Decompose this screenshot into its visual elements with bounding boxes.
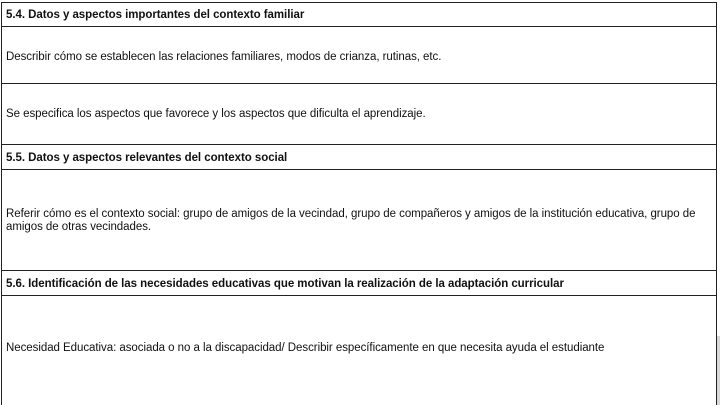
social-context-row — [2, 170, 716, 271]
context-table — [1, 2, 717, 405]
row-text: Referir cómo es el contexto social: grupo de amigos de la vecindad, grupo de compañeros y amigos de la institución educativa, grupo de amigos de otras vecindades. — [6, 208, 696, 233]
learning-aspects-row — [2, 84, 716, 145]
educational-need-row — [2, 296, 716, 405]
row-text: Describir cómo se establecen las relaciones familiares, modos de crianza, rutinas, etc. — [6, 51, 442, 63]
section-heading-text: 5.5. Datos y aspectos relevantes del contexto social — [6, 152, 288, 164]
family-relations-row — [2, 27, 716, 84]
section-heading-family-context — [2, 3, 716, 27]
section-heading-text: 5.6. Identificación de las necesidades educativas que motivan la realización de la adaptación curricular — [6, 278, 564, 290]
section-heading-text: 5.4. Datos y aspectos importantes del contexto familiar — [6, 9, 305, 21]
section-heading-social-context — [2, 145, 716, 170]
row-text: Se especifica los aspectos que favorece y los aspectos que dificulta el aprendizaje. — [6, 108, 426, 120]
row-text: Necesidad Educativa: asociada o no a la discapacidad/ Describir específicamente en que necesita ayuda el estudiante — [6, 342, 605, 354]
section-heading-educational-needs — [2, 271, 716, 296]
